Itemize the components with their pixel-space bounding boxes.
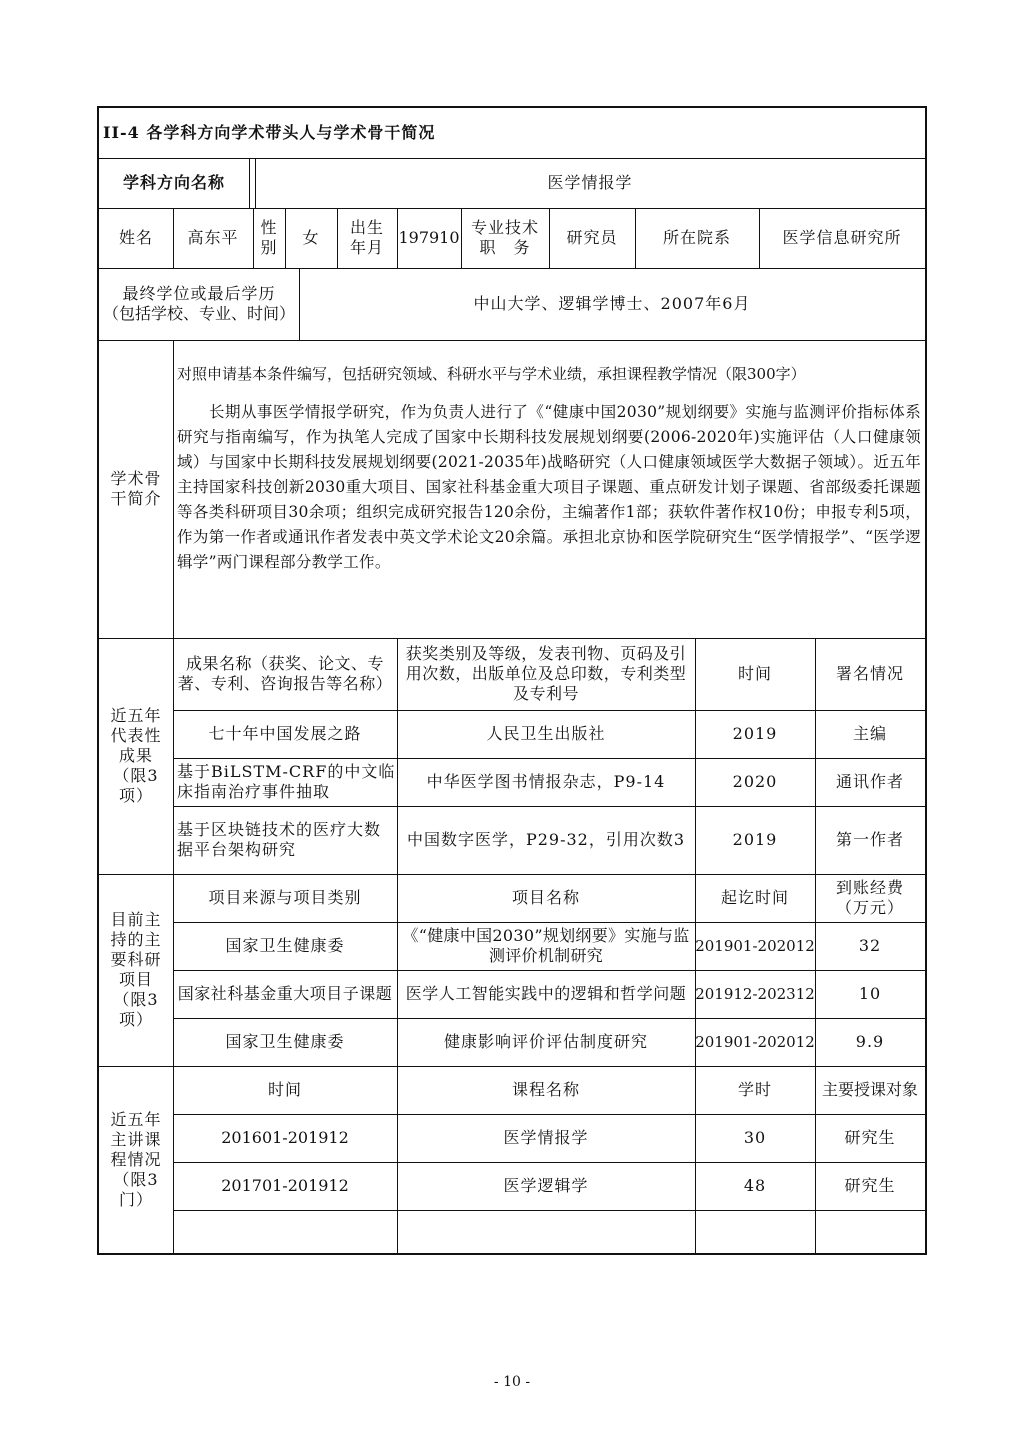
courses-label: 近五年主讲课程情况（限3门） xyxy=(110,1109,162,1209)
project-2-funding: 10 xyxy=(858,984,882,1003)
achievement-1-detail: 人民卫生出版社 xyxy=(486,724,606,743)
projects-header-source: 项目来源与项目类别 xyxy=(208,888,362,907)
achievements-header-name: 成果名称（获奖、论文、专著、专利、咨询报告等名称） xyxy=(177,654,393,693)
name-value: 高东平 xyxy=(187,228,239,247)
project-1-period: 201901-202012 xyxy=(695,937,815,955)
achievement-2-time: 2020 xyxy=(732,772,778,791)
birth-value: 197910 xyxy=(398,228,460,247)
course-2-audience: 研究生 xyxy=(844,1176,896,1195)
achievement-1-sign: 主编 xyxy=(852,724,887,743)
project-3-funding: 9.9 xyxy=(855,1032,885,1051)
project-3-source: 国家卫生健康委 xyxy=(225,1032,345,1051)
courses-header-hours: 学时 xyxy=(737,1080,772,1099)
dept-value: 医学信息研究所 xyxy=(782,228,902,247)
achievement-1-time: 2019 xyxy=(732,724,778,743)
achievement-3-name: 基于区块链技术的医疗大数据平台架构研究 xyxy=(177,820,382,859)
degree-label xyxy=(99,268,299,340)
achievement-2-sign: 通讯作者 xyxy=(835,772,904,791)
achievements-header-detail: 获奖类别及等级，发表刊物、页码及引用次数，出版单位及总印数，专利类型及专利号 xyxy=(405,644,687,703)
achievements-header-time: 时间 xyxy=(737,664,772,683)
achievements-label: 近五年代表性成果（限3项） xyxy=(110,706,162,805)
course-2-time: 201701-201912 xyxy=(221,1176,349,1195)
achievements-header-sign: 署名情况 xyxy=(835,664,904,683)
project-2-name: 医学人工智能实践中的逻辑和哲学问题 xyxy=(405,984,687,1003)
courses-header-name: 课程名称 xyxy=(511,1080,580,1099)
course-2-hours: 48 xyxy=(743,1176,767,1195)
section-title: II-4 各学科方向学术带头人与学术骨干简况 xyxy=(103,123,436,142)
projects-label: 目前主持的主要科研项目（限3项） xyxy=(110,910,162,1029)
course-1-audience: 研究生 xyxy=(844,1128,896,1147)
course-1-name: 医学情报学 xyxy=(503,1128,589,1147)
profile-instruction: 对照申请基本条件编写，包括研究领域、科研水平与学术业绩，承担课程教学情况（限300字） xyxy=(177,365,806,383)
achievement-3-time: 2019 xyxy=(732,830,778,849)
project-1-source: 国家卫生健康委 xyxy=(225,936,345,955)
project-1-funding: 32 xyxy=(858,936,882,955)
degree-label-line2: （包括学校、专业、时间） xyxy=(102,304,295,323)
degree-label-line1: 最终学位或最后学历 xyxy=(122,284,276,303)
name-label: 姓名 xyxy=(118,228,153,247)
projects-header-period: 起讫时间 xyxy=(720,888,789,907)
project-2-source: 国家社科基金重大项目子课题 xyxy=(177,984,393,1003)
achievement-3-sign: 第一作者 xyxy=(835,830,904,849)
gender-value: 女 xyxy=(302,228,320,247)
profile-label: 学术骨干简介 xyxy=(110,469,162,508)
projects-header-name: 项目名称 xyxy=(511,888,580,907)
achievement-2-detail: 中华医学图书情报杂志，P9-14 xyxy=(426,772,666,791)
project-1-name: 《“健康中国2030”规划纲要》实施与监测评价机制研究 xyxy=(402,926,690,965)
achievement-3-detail: 中国数字医学，P29-32，引用次数3 xyxy=(406,830,686,849)
achievement-1-name: 七十年中国发展之路 xyxy=(208,724,362,743)
courses-header-time: 时间 xyxy=(267,1080,302,1099)
degree-value: 中山大学、逻辑学博士、2007年6月 xyxy=(473,294,751,313)
title-value: 研究员 xyxy=(566,228,618,247)
page-number: - 10 - xyxy=(493,1374,531,1390)
course-1-hours: 30 xyxy=(743,1128,767,1147)
discipline-label: 学科方向名称 xyxy=(122,173,225,192)
birth-label: 出生年月 xyxy=(349,218,384,257)
achievement-2-name: 基于BiLSTM-CRF的中文临床指南治疗事件抽取 xyxy=(177,762,396,801)
course-2-name: 医学逻辑学 xyxy=(503,1176,589,1195)
project-2-period: 201912-202312 xyxy=(695,985,815,1003)
project-3-period: 201901-202012 xyxy=(695,1033,815,1051)
projects-header-funding: 到账经费（万元） xyxy=(835,878,904,917)
course-1-time: 201601-201912 xyxy=(221,1128,349,1147)
profile-form-table xyxy=(97,106,927,1255)
project-3-name: 健康影响评价评估制度研究 xyxy=(443,1032,648,1051)
dept-label: 所在院系 xyxy=(662,228,731,247)
gender-label: 性别 xyxy=(260,218,278,257)
discipline-value: 医学情报学 xyxy=(547,173,633,192)
profile-text: 长期从事医学情报学研究，作为负责人进行了《“健康中国2030”规划纲要》实施与监测评价指标体系研究与指南编写，作为执笔人完成了国家中长期科技发展规划纲要(2006-2020年)实施评估（人口健康领域）与国家中长期科技发展规划纲要(2021-2035年)战略研究（人口健康领域医学大数据子领域）。近五年主持国家科技创新2030重大项目、国家社科基金重大项目子课题、重点研发计划子课题、省部级委托课题等各类科研项目30余项；组织完成研究报告120余份，主编著作1部；获软件著作权10份；申报专利5项，作为第一作者或通讯作者发表中英文学术论文20余篇。承担北京协和医学院研究生“医学情报学”、“医学逻辑学”两门课程部分教学工作。 xyxy=(177,403,921,571)
title-label: 专业技术职 务 xyxy=(470,218,539,257)
courses-header-audience: 主要授课对象 xyxy=(821,1080,918,1099)
